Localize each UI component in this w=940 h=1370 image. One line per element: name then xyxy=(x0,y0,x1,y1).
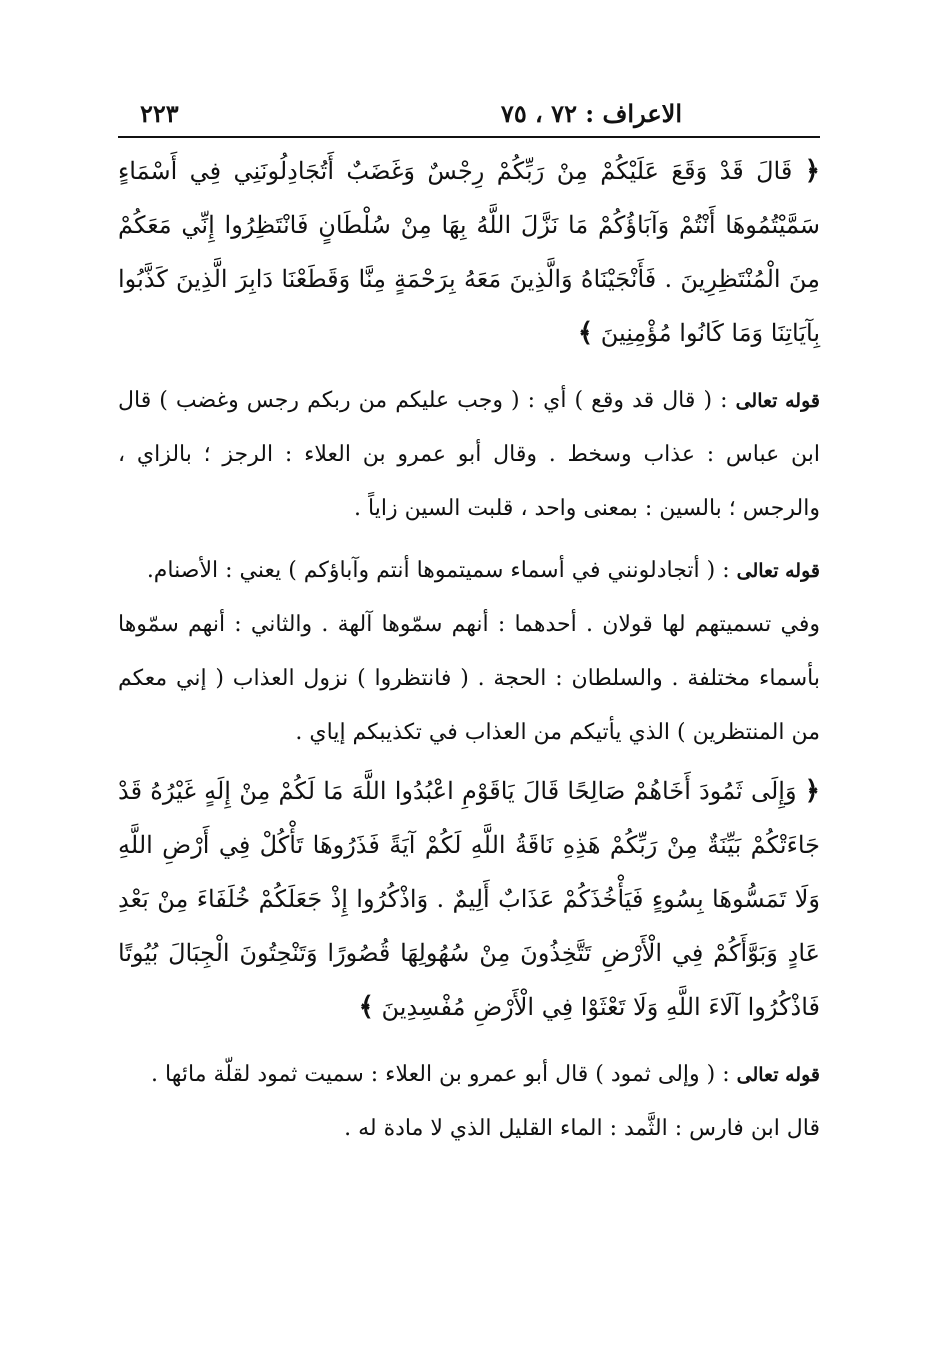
commentary-lead: قوله تعالى xyxy=(736,1064,820,1086)
verse-close-bracket: ﴾ xyxy=(358,992,374,1022)
running-header xyxy=(118,92,820,136)
commentary-paragraph xyxy=(118,598,820,760)
quran-verse-block xyxy=(118,144,820,360)
commentary-text: قال ابن فارس : الثَّمد : الماء القليل الذي لا مادة له . xyxy=(344,1116,820,1141)
page-body xyxy=(118,142,820,1156)
verse-close-bracket: ﴾ xyxy=(577,318,594,348)
commentary-text: وفي تسميتهم لها قولان . أحدهما : أنهم سمّوها آلهة . والثاني : أنهم سمّوها بأسماء مختلفة . والسلطان : الحجة . ( فانتظروا ) نزول العذاب ( إني معكم من المنتظرين ) الذي يأتيكم من العذاب في تكذيبكم إياي . xyxy=(118,612,820,745)
commentary-paragraph xyxy=(118,374,820,536)
verse-open-bracket: ﴿ xyxy=(804,156,820,186)
commentary-text: : ( أتجادلونني في أسماء سميتموها أنتم وآباؤكم ) يعني : الأصنام. xyxy=(146,558,730,583)
verse-text: قَالَ قَدْ وَقَعَ عَلَيْكُمْ مِنْ رَبِّكُمْ رِجْسٌ وَغَضَبٌ أَتُجَادِلُونَنِي فِي أَسْمَاءٍ سَمَّيْتُمُوهَا أَنْتُمْ وَآبَاؤُكُمْ مَا نَزَّلَ اللَّهُ بِهَا مِنْ سُلْطَانٍ فَانْتَظِرُوا إِنِّي مَعَكُمْ مِنَ الْمُنْتَظِرِينَ . فَأَنْجَيْنَاهُ وَالَّذِينَ مَعَهُ بِرَحْمَةٍ مِنَّا وَقَطَعْنَا دَابِرَ الَّذِينَ كَذَّبُوا بِآيَاتِنَا وَمَا كَانُوا مُؤْمِنِينَ xyxy=(118,157,821,347)
verse-open-bracket: ﴿ xyxy=(804,776,821,806)
commentary-paragraph xyxy=(118,544,820,598)
commentary-text: : ( قال قد وقع ) أي : ( وجب عليكم من ربكم رجس وغضب ) قال ابن عباس : عذاب وسخط . وقال أبو عمرو بن العلاء : الرجز ؛ بالزاي ، والرجس ؛ بالسين : بمعنى واحد ، قلبت السين زاياً . xyxy=(118,388,820,521)
header-divider xyxy=(118,136,820,138)
commentary-lead: قوله تعالى xyxy=(735,390,820,412)
commentary-text: : ( وإلى ثمود ) قال أبو عمرو بن العلاء : سميت ثمود لقلّة مائها . xyxy=(151,1062,730,1087)
commentary-paragraph xyxy=(118,1102,820,1156)
commentary-paragraph xyxy=(118,1048,820,1102)
page-number: ٢٢٣ xyxy=(140,99,179,128)
quran-verse-block xyxy=(118,764,820,1034)
page-title: الاعراف : ٧٢ ، ٧٥ xyxy=(500,99,682,128)
verse-text: وَإِلَى ثَمُودَ أَخَاهُمْ صَالِحًا قَالَ يَاقَوْمِ اعْبُدُوا اللَّهَ مَا لَكُمْ مِنْ إِلَهٍ غَيْرُهُ قَدْ جَاءَتْكُمْ بَيِّنَةٌ مِنْ رَبِّكُمْ هَذِهِ نَاقَةُ اللَّهِ لَكُمْ آيَةً فَذَرُوهَا تَأْكُلْ فِي أَرْضِ اللَّهِ وَلَا تَمَسُّوهَا بِسُوءٍ فَيَأْخُذَكُمْ عَذَابٌ أَلِيمٌ . وَاذْكُرُوا إِذْ جَعَلَكُمْ خُلَفَاءَ مِنْ بَعْدِ عَادٍ وَبَوَّأَكُمْ فِي الْأَرْضِ تَتَّخِذُونَ مِنْ سُهُولِهَا قُصُورًا وَتَنْحِتُونَ الْجِبَالَ بُيُوتًا فَاذْكُرُوا آلَاءَ اللَّهِ وَلَا تَعْثَوْا فِي الْأَرْضِ مُفْسِدِينَ xyxy=(118,777,820,1021)
commentary-lead: قوله تعالى xyxy=(736,560,820,582)
